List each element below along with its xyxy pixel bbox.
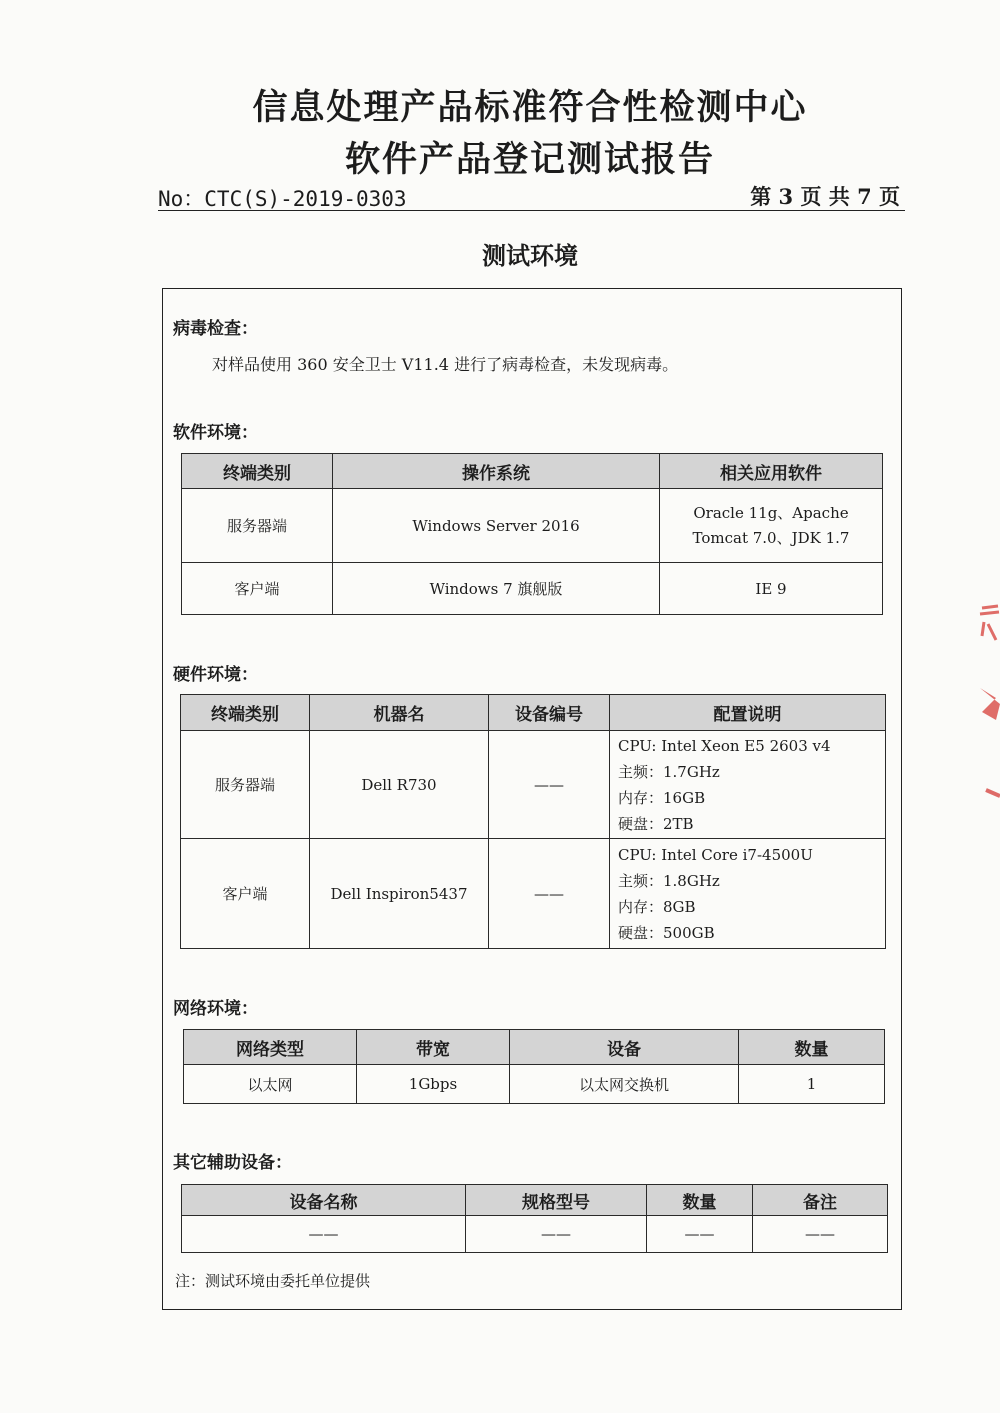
other-equipment-table [181, 1184, 888, 1253]
column-header: 配置说明 [610, 695, 886, 731]
equipment-name-cell: —— [182, 1216, 466, 1253]
table-row [182, 563, 883, 615]
column-header: 规格型号 [466, 1185, 647, 1216]
terminal-type-cell: 客户端 [181, 839, 310, 949]
column-header: 相关应用软件 [660, 454, 883, 489]
report-number: No：CTC(S)-2019-0303 [158, 187, 407, 211]
column-header: 数量 [739, 1030, 885, 1065]
config-disk: 硬盘：2TB [618, 814, 694, 833]
table-row [181, 731, 886, 839]
network-type-cell: 以太网 [184, 1065, 357, 1104]
config-frequency: 主频：1.7GHz [618, 762, 720, 781]
terminal-type-cell: 服务器端 [182, 489, 333, 563]
network-heading: 网络环境： [173, 999, 258, 1019]
software-table [181, 453, 883, 615]
device-number-cell: —— [489, 839, 610, 949]
table-row [184, 1065, 885, 1104]
header-divider [158, 210, 905, 211]
column-header: 备注 [753, 1185, 888, 1216]
network-table [183, 1029, 885, 1104]
config-cpu: CPU: Intel Xeon E5 2603 v4 [618, 736, 831, 755]
config-memory: 内存：8GB [618, 897, 696, 916]
machine-name-cell: Dell Inspiron5437 [310, 839, 489, 949]
table-header-row [182, 1185, 888, 1216]
column-header: 带宽 [357, 1030, 510, 1065]
hardware-heading: 硬件环境： [173, 665, 258, 685]
column-header: 数量 [647, 1185, 753, 1216]
footnote: 注：测试环境由委托单位提供 [175, 1272, 371, 1290]
virus-check-text: 对样品使用 360 安全卫士 V11.4 进行了病毒检查，未发现病毒。 [212, 355, 679, 374]
config-disk: 硬盘：500GB [618, 923, 715, 942]
apps-cell: IE 9 [660, 563, 883, 615]
remark-cell: —— [753, 1216, 888, 1253]
config-frequency: 主频：1.8GHz [618, 871, 720, 890]
column-header: 终端类别 [182, 454, 333, 489]
table-header-row [184, 1030, 885, 1065]
section-title: 测试环境 [482, 241, 578, 270]
other-equipment-heading: 其它辅助设备： [173, 1153, 292, 1173]
header-title-line2: 软件产品登记测试报告 [344, 139, 715, 180]
model-cell: —— [466, 1216, 647, 1253]
os-cell: Windows Server 2016 [333, 489, 660, 563]
header-title-line1: 信息处理产品标准符合性检测中心 [252, 87, 808, 128]
config-cpu: CPU: Intel Core i7-4500U [618, 845, 813, 864]
terminal-type-cell: 客户端 [182, 563, 333, 615]
terminal-type-cell: 服务器端 [181, 731, 310, 839]
table-row [181, 839, 886, 949]
apps-cell: Oracle 11g、Apache Tomcat 7.0、JDK 1.7 [660, 489, 883, 563]
table-row [182, 489, 883, 563]
column-header: 终端类别 [181, 695, 310, 731]
count-cell: —— [647, 1216, 753, 1253]
column-header: 设备 [510, 1030, 739, 1065]
device-cell: 以太网交换机 [510, 1065, 739, 1104]
device-number-cell: —— [489, 731, 610, 839]
config-cell [610, 839, 886, 949]
config-memory: 内存：16GB [618, 788, 706, 807]
table-row [182, 1216, 888, 1253]
hardware-table [180, 694, 886, 949]
software-heading: 软件环境： [173, 423, 258, 443]
column-header: 网络类型 [184, 1030, 357, 1065]
os-cell: Windows 7 旗舰版 [333, 563, 660, 615]
column-header: 设备编号 [489, 695, 610, 731]
virus-check-heading: 病毒检查： [173, 319, 258, 339]
bandwidth-cell: 1Gbps [357, 1065, 510, 1104]
column-header: 操作系统 [333, 454, 660, 489]
count-cell: 1 [739, 1065, 885, 1104]
machine-name-cell: Dell R730 [310, 731, 489, 839]
column-header: 设备名称 [182, 1185, 466, 1216]
table-header-row [181, 695, 886, 731]
table-header-row [182, 454, 883, 489]
page-info: 第 3 页 共 7 页 [750, 184, 900, 209]
config-cell [610, 731, 886, 839]
red-seal-fragment [972, 600, 1000, 800]
column-header: 机器名 [310, 695, 489, 731]
